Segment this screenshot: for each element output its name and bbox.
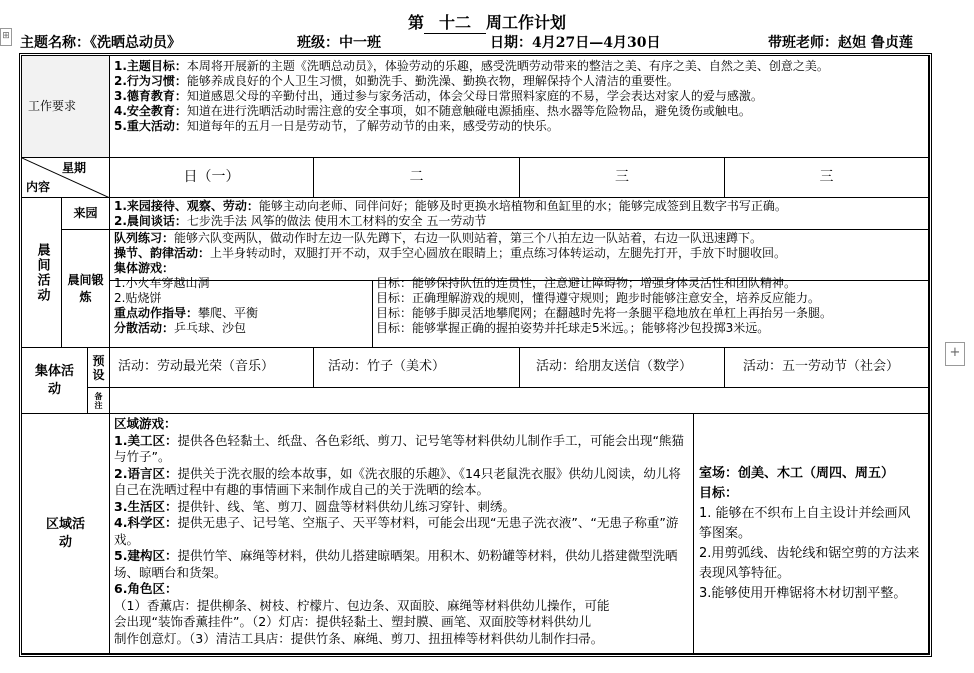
theme-name: 主题名称：《洗晒总动员》 <box>20 35 181 51</box>
diag-weekday-label: 星期 <box>62 161 87 175</box>
diagonal-header <box>22 158 110 198</box>
room-goal-2: 2.用剪弧线、齿轮线和锯空剪的方法来表现风筝特征。 <box>699 545 920 581</box>
requirement-1: 1.主题目标：本周将开展新的主题《洗晒总动员》，体验劳动的乐趣，感受洗晒劳动带来的整洁之美、有序之美、自然之美、创意之美。 <box>114 59 829 73</box>
day-header-2: 二 <box>314 158 520 198</box>
plan-table <box>19 53 932 657</box>
area-item-3: 3.生活区：提供针、线、笔、剪刀、圆盘等材料供幼儿练习穿针、刺绣。 <box>114 498 515 514</box>
title-suffix: 周工作计划 <box>486 13 567 32</box>
table-handle-icon[interactable]: ⊞ <box>0 28 12 46</box>
add-row-icon[interactable]: + <box>945 342 965 366</box>
title-prefix: 第 <box>407 13 424 32</box>
room-title: 室场：创美、木工（周四、周五） <box>699 465 895 481</box>
day-header-4: 三 <box>725 158 929 198</box>
role-line-3: 制作创意灯。（3）清洁工具店：提供竹条、麻绳、剪刀、扭扭棒等材料供幼儿制作扫帚。 <box>114 630 604 646</box>
arrival-label: 来园 <box>62 198 110 230</box>
teachers: 带班老师：赵妲 鲁贞莲 <box>768 35 913 51</box>
exercise-content: 队列练习：能够六队变两队，做动作时左边一队先蹲下，右边一队则站着，第三个八拍左边一队站着，右边一队迅速蹲下。 操节、韵律活动：上半身转动时，双腿打开不动，双手空心圆放在眼睛上；重点练习体转运动，左腿先打开，手放下时腿收回。 集体游戏： 1.小火车穿越山洞 目标：能够保持队伍的连贯性，注意避让障碍物；增强身体灵活性和团队精神。 2.贴烧饼 目标：正确理解游戏的规则，懂得遵守规则；跑步时能够注意安全，培养反应能力。 重点动作指导：攀爬、平衡 目标：能够手脚灵活地攀爬网；在翻越时先将一条腿平稳地放在单杠上再抬另一条腿。 分散活动：乒乓球、沙包 目标：能够掌握正确的握拍姿势并托球走5米远。；能够将沙包投掷3米远。 <box>110 230 929 348</box>
note-label: 备注 <box>88 388 110 414</box>
requirement-4: 4.安全教育：知道在进行洗晒活动时需注意的安全事项，如不随意触碰电源插座、热水器等危险物品，避免烫伤或触电。 <box>114 104 751 118</box>
area-item-5: 5.建构区：提供竹竿、麻绳等材料，供幼儿搭建晾晒架。用积木、奶粉罐等材料，供幼儿搭建微型洗晒场、晾晒台和货架。 <box>114 548 678 580</box>
area-item-1: 1.美工区：提供各色轻黏土、纸盘、各色彩纸、剪刀、记号笔等材料供幼儿制作手工，可能会出现“熊猫与竹子”。 <box>114 432 684 464</box>
collective-activity-3: 活动：给朋友送信（数学） <box>520 348 725 388</box>
requirements-content <box>110 56 929 158</box>
title-week: 十二 <box>424 10 486 34</box>
area-label: 区域活动 <box>22 414 110 654</box>
collective-activity-1: 活动：劳动最光荣（音乐） <box>110 348 314 388</box>
role-line-2: 会出现“装饰香薰挂件”。（2）灯店：提供轻黏土、塑封膜、画笔、双面胶等材料供幼儿 <box>114 614 592 629</box>
day-header-1: 日（一） <box>110 158 314 198</box>
room-goal-1: 1. 能够在不织布上自主设计并绘画风筝图案。 <box>699 505 911 541</box>
room-goal-3: 3.能够使用开榫锯将木材切割平整。 <box>699 585 907 601</box>
divider <box>110 280 929 281</box>
requirement-5: 5.重大活动：知道每年的五月一日是劳动节，了解劳动节的由来，感受劳动的快乐。 <box>114 119 559 133</box>
role-line-1: （1）香薰店：提供柳条、树枝、柠檬片、包边条、双面胶、麻绳等材料供幼儿操作，可能 <box>114 597 610 613</box>
class-name: 班级：中一班 <box>297 35 381 51</box>
morning-label: 晨间活动 <box>22 198 62 348</box>
area-item-4: 4.科学区：提供无患子、记号笔、空瓶子、天平等材料，可能会出现“无患子洗衣液”、“无患子称重”游戏。 <box>114 515 679 547</box>
exercise-label: 晨间锻炼 <box>62 230 110 348</box>
diag-content-label: 内容 <box>26 180 51 194</box>
day-header-3: 三 <box>520 158 725 198</box>
page-title <box>0 10 974 34</box>
area-content <box>110 414 694 654</box>
collective-activity-2: 活动：竹子（美术） <box>314 348 520 388</box>
requirement-3: 3.德育教育：知道感恩父母的辛勤付出，通过参与家务活动，体会父母日常照料家庭的不易，学会表达对家人的爱与感激。 <box>114 89 763 103</box>
collective-activity-4: 活动：五一劳动节（社会） <box>725 348 929 388</box>
area-heading: 区域游戏： <box>114 416 177 431</box>
preset-label: 预设 <box>88 348 110 388</box>
area-item-6: 6.角色区： <box>114 581 178 596</box>
room-content <box>694 414 929 654</box>
room-goal-title: 目标： <box>699 485 739 501</box>
date-range: 日期：4月27日—4月30日 <box>490 35 661 51</box>
area-item-2: 2.语言区：提供关于洗衣服的绘本故事，如《洗衣服的乐趣》、《14只老鼠洗衣服》供幼儿阅读，幼儿将自己在洗晒过程中有趣的事情画下来制作成自己的关于洗晒的绘本。 <box>114 465 681 497</box>
requirements-label: 工作要求 <box>22 56 110 158</box>
collective-label: 集体活动 <box>22 348 88 414</box>
header-row <box>0 32 974 54</box>
arrival-content: 1.来园接待、观察、劳动：能够主动向老师、同伴问好；能够及时更换水培植物和鱼缸里的水；能够完成签到且数字书写正确。 2.晨间谈话：七步洗手法 风筝的做法 使用木工材料的安全 五一劳动节 <box>110 198 929 230</box>
collective-note-cell <box>110 388 929 414</box>
requirement-2: 2.行为习惯：能够养成良好的个人卫生习惯，如勤洗手、勤洗澡、勤换衣物，理解保持个人清洁的重要性。 <box>114 74 679 88</box>
divider <box>372 280 373 348</box>
